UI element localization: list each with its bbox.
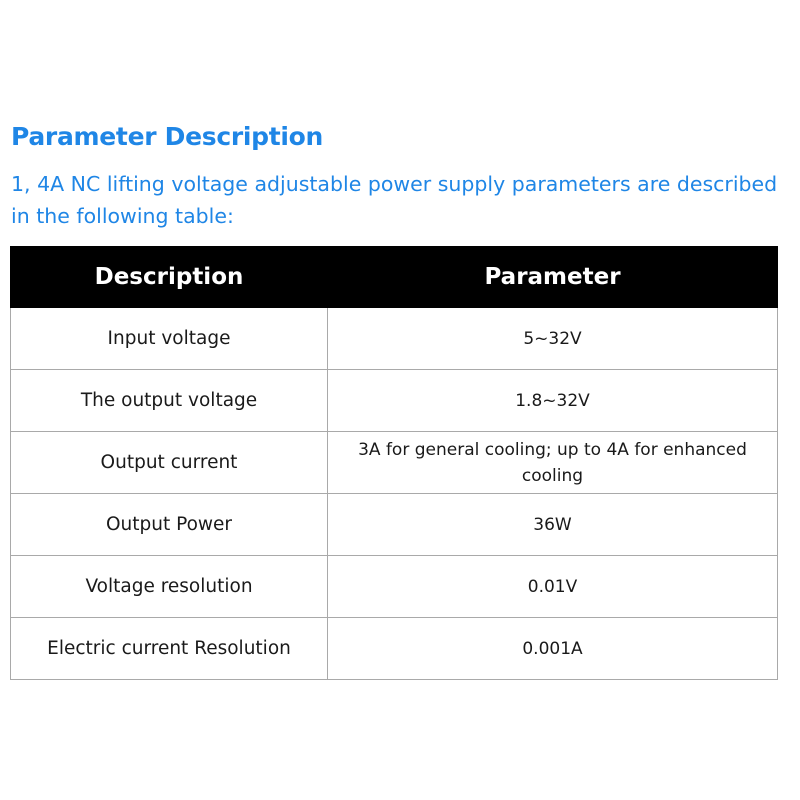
row-description: Output Power xyxy=(11,494,328,556)
intro-text: 1, 4A NC lifting voltage adjustable power supply parameters are described in the following table: xyxy=(11,172,778,228)
row-description: Electric current Resolution xyxy=(11,618,328,680)
row-parameter: 5~32V xyxy=(328,308,778,370)
column-header-parameter: Parameter xyxy=(328,247,778,308)
column-header-description: Description xyxy=(11,247,328,308)
table-row xyxy=(11,494,778,556)
table-row xyxy=(11,618,778,680)
row-parameter: 0.01V xyxy=(328,556,778,618)
table-header-row xyxy=(11,247,778,308)
table-row xyxy=(11,308,778,370)
row-parameter: 0.001A xyxy=(328,618,778,680)
table-row xyxy=(11,432,778,494)
row-parameter: 36W xyxy=(328,494,778,556)
row-description: Output current xyxy=(11,432,328,494)
row-parameter: 3A for general cooling; up to 4A for enhanced cooling xyxy=(328,432,778,494)
table-row xyxy=(11,370,778,432)
row-description: The output voltage xyxy=(11,370,328,432)
row-parameter: 1.8~32V xyxy=(328,370,778,432)
page-title: Parameter Description xyxy=(11,122,324,151)
row-description: Input voltage xyxy=(11,308,328,370)
row-description: Voltage resolution xyxy=(11,556,328,618)
parameter-table xyxy=(10,246,778,680)
table-row xyxy=(11,556,778,618)
